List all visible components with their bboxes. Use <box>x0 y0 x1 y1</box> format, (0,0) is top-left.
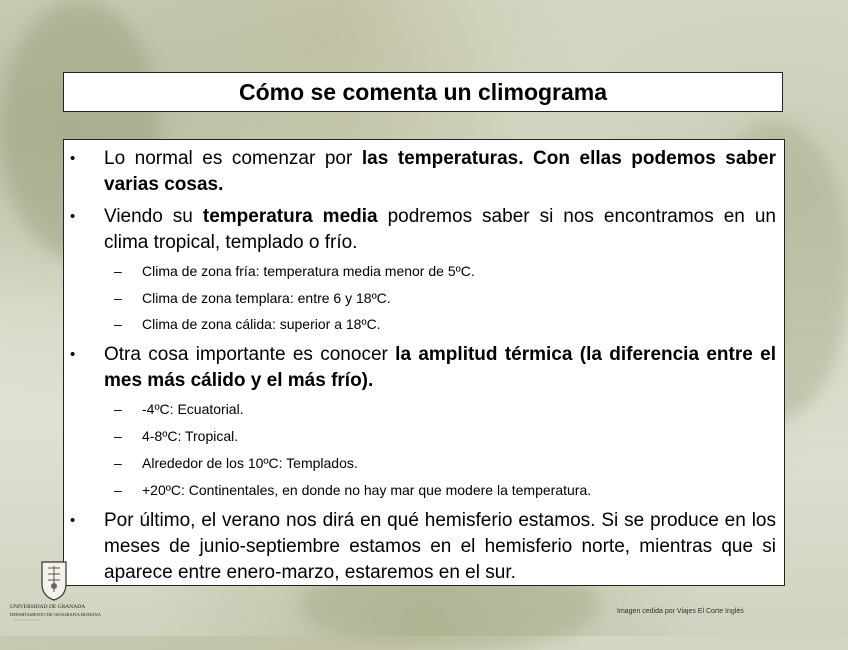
image-credit: Imagen cedida por Viajes El Corte Inglés <box>617 608 744 615</box>
sub-bullet-marker: – <box>114 401 122 417</box>
coat-of-arms-icon <box>8 558 100 628</box>
sub-bullet-marker: – <box>114 263 122 279</box>
bullet-text-plain: Viendo su <box>104 206 203 227</box>
bullet-marker: • <box>70 512 76 529</box>
bullet-text-bold: la amplitud térmica (la diferencia entre el mes más cálido y el más frío). <box>104 344 776 391</box>
sub-bullet-text: 4-8ºC: Tropical. <box>142 428 239 444</box>
sub-bullet-marker: – <box>114 428 122 444</box>
bullet-item <box>64 146 776 198</box>
sub-bullet-text: +20ºC: Continentales, en donde no hay mar que modere la temperatura. <box>142 482 592 498</box>
bullet-item <box>64 204 776 256</box>
sub-bullet-text: Clima de zona templara: entre 6 y 18ºC. <box>142 290 391 306</box>
sub-bullet-text: Alrededor de los 10ºC: Templados. <box>142 455 358 471</box>
bullet-text-bold: temperatura media <box>202 206 378 227</box>
bullet-text-plain: Lo normal es comenzar por <box>104 148 362 169</box>
bullet-text-bold: las temperaturas. Con ellas podemos saber varias cosas. <box>104 148 776 195</box>
bullet-text-plain: Otra cosa importante es conocer <box>104 344 396 365</box>
content-box <box>63 139 785 586</box>
bullet-text <box>104 146 776 198</box>
bullet-item <box>64 508 776 586</box>
sub-bullet-marker: – <box>114 455 122 471</box>
bullet-item <box>64 342 776 394</box>
sub-bullet-text: Clima de zona fría: temperatura media menor de 5ºC. <box>142 263 475 279</box>
bullet-text-plain: Por último, el verano nos dirá en qué hemisferio estamos. Si se produce en los meses de junio-septiembre estamos en el hemisferio norte, mientras que si aparece entre enero-marzo, estaremos en el sur. <box>104 510 776 583</box>
bullet-text <box>104 204 776 256</box>
page-title: Cómo se comenta un climograma <box>238 78 608 105</box>
department-name: DEPARTAMENTO DE GEOGRAFIA HUMANA <box>10 612 101 617</box>
bullet-text-plain: podremos saber si nos encontramos en un clima tropical, templado o frío. <box>104 206 776 253</box>
bullet-marker: • <box>70 346 76 363</box>
sub-bullet-text: Clima de zona cálida: superior a 18ºC. <box>142 316 381 332</box>
sub-bullet-marker: – <box>114 316 122 332</box>
bullet-text <box>104 508 776 586</box>
sub-bullet-marker: – <box>114 290 122 306</box>
title-box <box>63 72 783 112</box>
bullet-marker: • <box>70 208 76 225</box>
university-logo <box>8 558 100 628</box>
bullet-marker: • <box>70 150 76 167</box>
bullet-text <box>104 342 776 394</box>
institution-name: UNIVERSIDAD DE GRANADA <box>10 604 86 610</box>
sub-bullet-marker: – <box>114 482 122 498</box>
sub-bullet-text: -4ºC: Ecuatorial. <box>142 401 244 417</box>
